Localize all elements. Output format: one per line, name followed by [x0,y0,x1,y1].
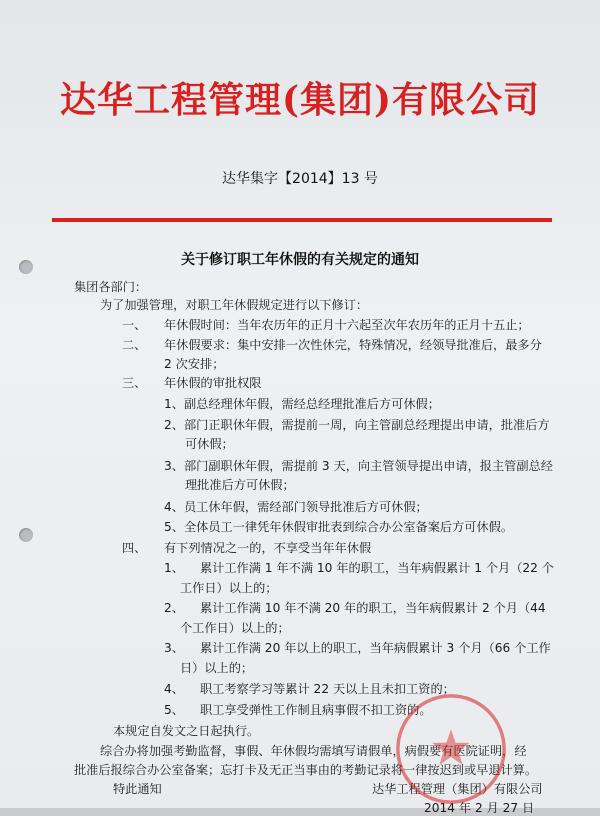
section-3-item: 5、全体员工一律凭年休假审批表到综合办公室备案后方可休假。 [164,520,514,534]
section-4-item-cont: 日）以上的； [180,661,254,675]
red-divider [52,218,552,222]
section-3-item: 2、部门正职休年假，需提前一周，向主管副总经理提出申请，批准后方 [164,418,550,432]
addressee: 集团各部门： [74,280,148,294]
notice-subject: 关于修订职工年休假的有关规定的通知 [181,252,419,268]
section-3-item-cont: 理批准后方可休假； [185,478,295,492]
section-3-item-cont: 可休假； [185,437,234,451]
section-2-text: 年休假要求：集中安排一次性休完，特殊情况，经领导批准后，最多分 [164,338,542,352]
section-4-item-number: 2、 [164,601,184,615]
section-4-item-number: 3、 [164,641,184,655]
signature-company: 达华工程管理（集团）有限公司 [372,782,543,796]
section-4-title: 有下列情况之一的，不享受当年年休假 [164,541,372,555]
section-4-item-cont: 个工作日）以上的； [180,621,290,635]
section-4-item: 职工享受弹性工作制且病事假不扣工资的。 [200,703,432,717]
section-number: 一、 [122,318,147,332]
section-4-item-number: 1、 [164,561,184,575]
section-4-item: 累计工作满 10 年不满 20 年的职工，当年病假累计 2 个月（44 [200,601,546,615]
section-3-item: 1、副总经理休年假，需经总经理批准后方可休假； [164,397,440,411]
section-4-item-cont: 工作日）以上的； [180,581,278,595]
section-4-item: 累计工作满 1 年不满 10 年的职工，当年病假累计 1 个月（22 个 [200,561,554,575]
section-3-item: 4、员工休年假，需经部门领导批准后方可休假； [164,500,428,514]
section-2-text-cont: 2 次安排； [164,357,225,371]
document-number: 达华集字【2014】13 号 [222,171,378,187]
section-4-item: 累计工作满 20 年以上的职工，当年病假累计 3 个月（66 个工作 [200,641,551,655]
company-title: 达华工程管理(集团)有限公司 [59,79,541,121]
section-4-item-number: 5、 [164,703,184,717]
company-seal-stamp [392,690,510,808]
signature-date: 2014 年 2 月 27 日 [424,801,535,815]
closing-paragraph: 综合办将加强考勤监督，事假、年休假均需填写请假单，病假要有医院证明，经 [100,744,527,758]
punch-hole [19,528,33,542]
effective-line: 本规定自发文之日起执行。 [113,724,260,738]
notice-closing: 特此通知 [113,782,162,796]
section-4-item: 职工考察学习等累计 22 天以上且未扣工资的； [200,682,455,696]
closing-paragraph-cont: 批准后报综合办公室备案；忘打卡及无正当事由的考勤记录将一律按迟到或早退计算。 [74,763,538,777]
section-4-item-number: 4、 [164,682,184,696]
intro-line: 为了加强管理，对职工年休假规定进行以下修订： [100,298,369,312]
section-1-text: 年休假时间：当年农历年的正月十六起至次年农历年的正月十五止； [164,318,530,332]
section-number: 四、 [122,541,147,555]
section-number: 二、 [122,338,147,352]
section-3-title: 年休假的审批权限 [164,376,262,390]
section-3-item: 3、部门副职休年假，需提前 3 天，向主管领导提出申请，报主管副总经 [164,459,553,473]
section-number: 三、 [122,376,147,390]
